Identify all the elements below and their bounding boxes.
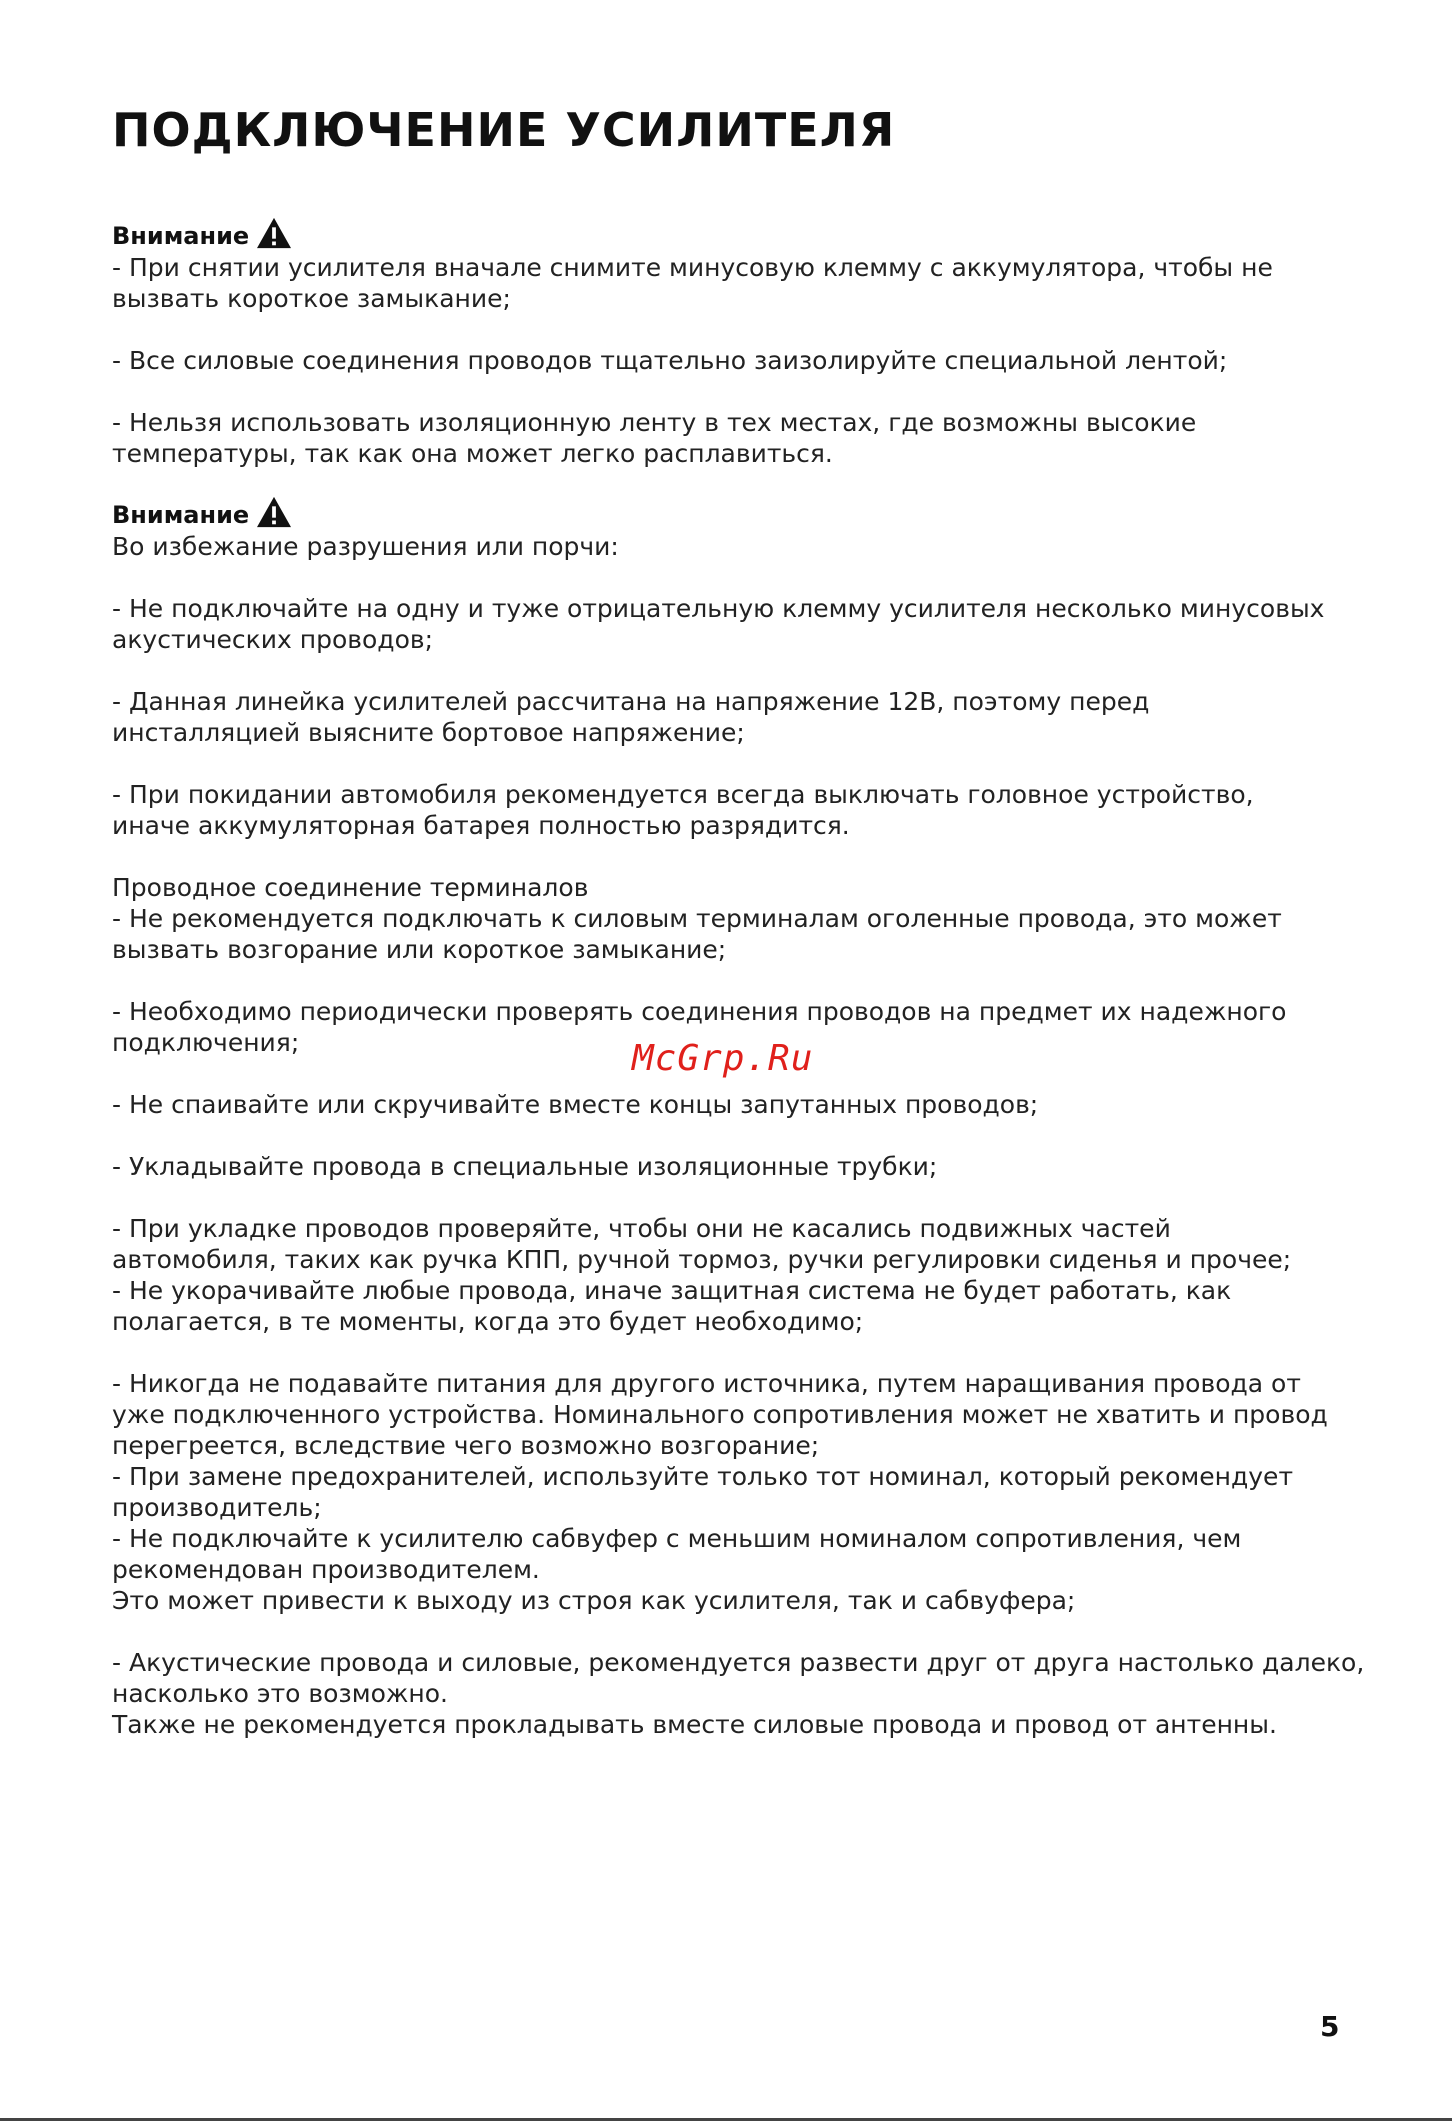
text-line: - Укладывайте провода в специальные изоляционные трубки; [112,1152,938,1181]
text-line: иначе аккумуляторная батарея полностью разрядится. [112,811,850,840]
text-line: - Необходимо периодически проверять соединения проводов на предмет их надежного [112,997,1287,1026]
text-line: вызвать короткое замыкание; [112,284,511,313]
page-number: 5 [1320,2010,1340,2043]
text-line: - Никогда не подавайте питания для другого источника, путем наращивания провода от [112,1369,1301,1398]
text-line: - При укладке проводов проверяйте, чтобы они не касались подвижных частей [112,1214,1171,1243]
text-line: - Не укорачивайте любые провода, иначе защитная система не будет работать, как [112,1276,1232,1305]
page-title: ПОДКЛЮЧЕНИЕ УСИЛИТЕЛЯ [112,103,896,157]
text-line: рекомендован производителем. [112,1555,540,1584]
warning-heading-2 [112,500,1362,531]
text-line: инсталляцией выясните бортовое напряжение; [112,718,745,747]
warning-triangle-icon [255,495,293,529]
warning-label: Внимание [112,222,250,250]
text-line: - При снятии усилителя вначале снимите минусовую клемму с аккумулятора, чтобы не [112,253,1273,282]
text-line: вызвать возгорание или короткое замыкание; [112,935,727,964]
text-line: уже подключенного устройства. Номинального сопротивления может не хватить и провод [112,1400,1328,1429]
text-line: полагается, в те моменты, когда это будет необходимо; [112,1307,864,1336]
text-line: перегреется, вследствие чего возможно возгорание; [112,1431,820,1460]
text-line: - Не спаивайте или скручивайте вместе концы запутанных проводов; [112,1090,1039,1119]
text-line: - При покидании автомобиля рекомендуется всегда выключать головное устройство, [112,780,1254,809]
text-line: - Не подключайте на одну и туже отрицательную клемму усилителя несколько минусовых [112,594,1325,623]
warning-heading-1 [112,221,1362,252]
page-content [112,221,1365,1740]
warning-triangle-icon [255,216,293,250]
text-line: - Нельзя использовать изоляционную ленту в тех местах, где возможны высокие [112,408,1197,437]
text-line: автомобиля, таких как ручка КПП, ручной тормоз, ручки регулировки сиденья и прочее; [112,1245,1292,1274]
terminals-subheading: Проводное соединение терминалов [112,873,589,902]
text-line: - Все силовые соединения проводов тщательно заизолируйте специальной лентой; [112,346,1228,375]
text-line: акустических проводов; [112,625,434,654]
text-line: Также не рекомендуется прокладывать вместе силовые провода и провод от антенны. [112,1710,1277,1739]
text-line: насколько это возможно. [112,1679,448,1708]
text-line: - Акустические провода и силовые, рекомендуется развести друг от друга настолько далеко, [112,1648,1365,1677]
text-line: - Не рекомендуется подключать к силовым терминалам оголенные провода, это может [112,904,1282,933]
text-line: производитель; [112,1493,322,1522]
text-line: подключения; [112,1028,300,1057]
text-line: - Не подключайте к усилителю сабвуфер с меньшим номиналом сопротивления, чем [112,1524,1242,1553]
text-line: - Данная линейка усилителей рассчитана на напряжение 12В, поэтому перед [112,687,1150,716]
warning-label: Внимание [112,501,250,529]
text-line: Во избежание разрушения или порчи: [112,532,619,561]
text-line: температуры, так как она может легко расплавиться. [112,439,833,468]
text-line: - При замене предохранителей, используйте только тот номинал, который рекомендует [112,1462,1294,1491]
watermark: McGrp.Ru [632,1038,814,1079]
text-line: Это может привести к выходу из строя как усилителя, так и сабвуфера; [112,1586,1076,1615]
